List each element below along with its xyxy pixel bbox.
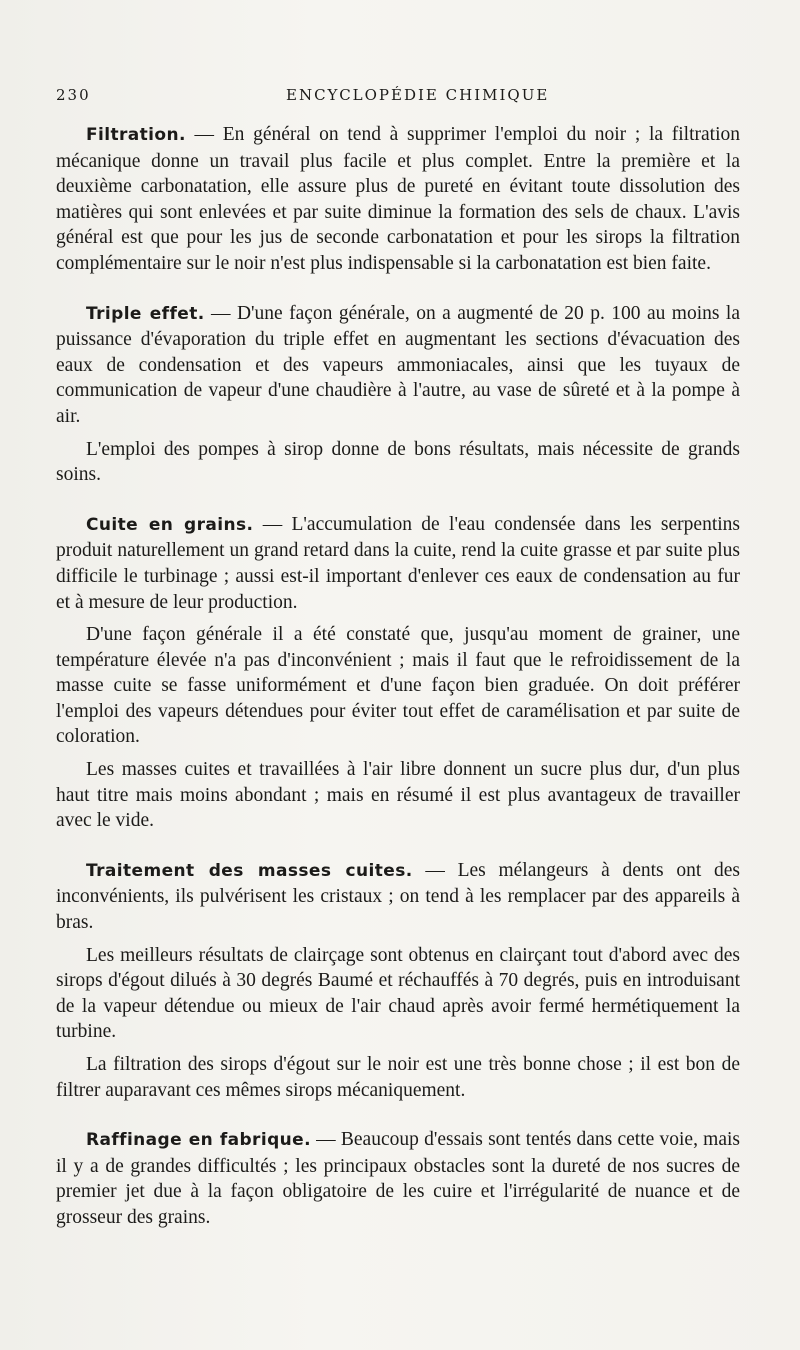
section-heading: Raffinage en fabrique. — [86, 1130, 311, 1151]
section-filtration — [56, 122, 740, 277]
paragraph-text: — D'une façon générale, on a augmenté de 20 p. 100 au moins la puissance d'évaporation du triple effet en augmentant les sections d'évacuation des eaux de condensation et des vapeurs ammoniacales, ainsi que les tuyaux de communication de vapeur d'une chaudière à l'autre, au vase de sûreté et à la pompe à air. — [56, 302, 740, 427]
paragraph: Les meilleurs résultats de clairçage sont obtenus en clairçant tout d'abord avec des sirops d'égout dilués à 30 degrés Baumé et réchauffés à 70 degrés, puis en introduisant de la vapeur détendue ou mieux de l'air chaud après avoir fermé hermétiquement la turbine. — [56, 944, 740, 1043]
paragraph — [56, 122, 740, 277]
section-triple-effet — [56, 301, 740, 488]
running-title: ENCYCLOPÉDIE CHIMIQUE — [286, 86, 550, 104]
section-cuite-en-grains — [56, 512, 740, 834]
section-heading: Triple effet. — [86, 303, 205, 324]
paragraph: L'emploi des pompes à sirop donne de bons résultats, mais nécessite de grands soins. — [56, 438, 740, 486]
paragraph — [56, 301, 740, 430]
section-traitement-masses-cuites — [56, 858, 740, 1103]
paragraph: Les masses cuites et travaillées à l'air libre donnent un sucre plus dur, d'un plus haut titre mais moins abondant ; mais en résumé il est plus avantageux de travailler avec le vide. — [56, 759, 740, 832]
page-number: 230 — [56, 86, 91, 104]
paragraph: D'une façon générale il a été constaté que, jusqu'au moment de grainer, une température élevée n'a pas d'inconvénient ; mais il faut que le refroidissement de la masse cuite se fasse uniformément et d'une façon bien graduée. On doit préférer l'emploi des vapeurs détendues pour éviter tout effet de caramélisation et par suite de coloration. — [56, 624, 740, 748]
paragraph — [56, 858, 740, 936]
paragraph-text: — Les mélangeurs à dents ont des inconvénients, ils pulvérisent les cristaux ; on tend à les remplacer par des appareils à bras. — [56, 859, 741, 934]
paragraph — [56, 1127, 740, 1230]
section-heading: Traitement des masses cuites. — [86, 860, 413, 881]
section-heading: Filtration. — [86, 125, 186, 145]
section-heading: Cuite en grains. — [86, 514, 254, 535]
paragraph-text: — L'accumulation de l'eau condensée dans les serpentins produit naturellement un grand retard dans la cuite, rend la cuite grasse et par suite plus difficile le turbinage ; aussi est-il important d'enlever ces eaux de condensation au fur et à mesure de leur production. — [56, 513, 740, 613]
body-text — [56, 122, 740, 1231]
section-raffinage-en-fabrique — [56, 1127, 740, 1230]
paragraph: La filtration des sirops d'égout sur le noir est une très bonne chose ; il est bon de filtrer auparavant ces mêmes sirops mécaniquement. — [56, 1054, 740, 1101]
paragraph-text: — Beaucoup d'essais sont tentés dans cette voie, mais il y a de grandes difficultés ; les principaux obstacles sont la dureté de nos sucres de premier jet due à la façon obligatoire de les cuire et l'irrégularité de nuance et de grosseur des grains. — [56, 1129, 741, 1228]
paragraph-text: — En général on tend à supprimer l'emploi du noir ; la filtration mécanique donne un travail plus facile et plus complet. Entre la première et la deuxième carbonatation, elle assure plus de pureté en évitant toute dissolution des matières qui sont enlevées et par suite diminue la formation des sels de chaux. L'avis général est que pour les jus de seconde carbonatation et pour les sirops la filtration complémentaire sur le noir n'est plus indispensable si la carbonatation est bien faite. — [56, 124, 740, 274]
page-header — [56, 86, 740, 110]
paragraph — [56, 512, 740, 615]
